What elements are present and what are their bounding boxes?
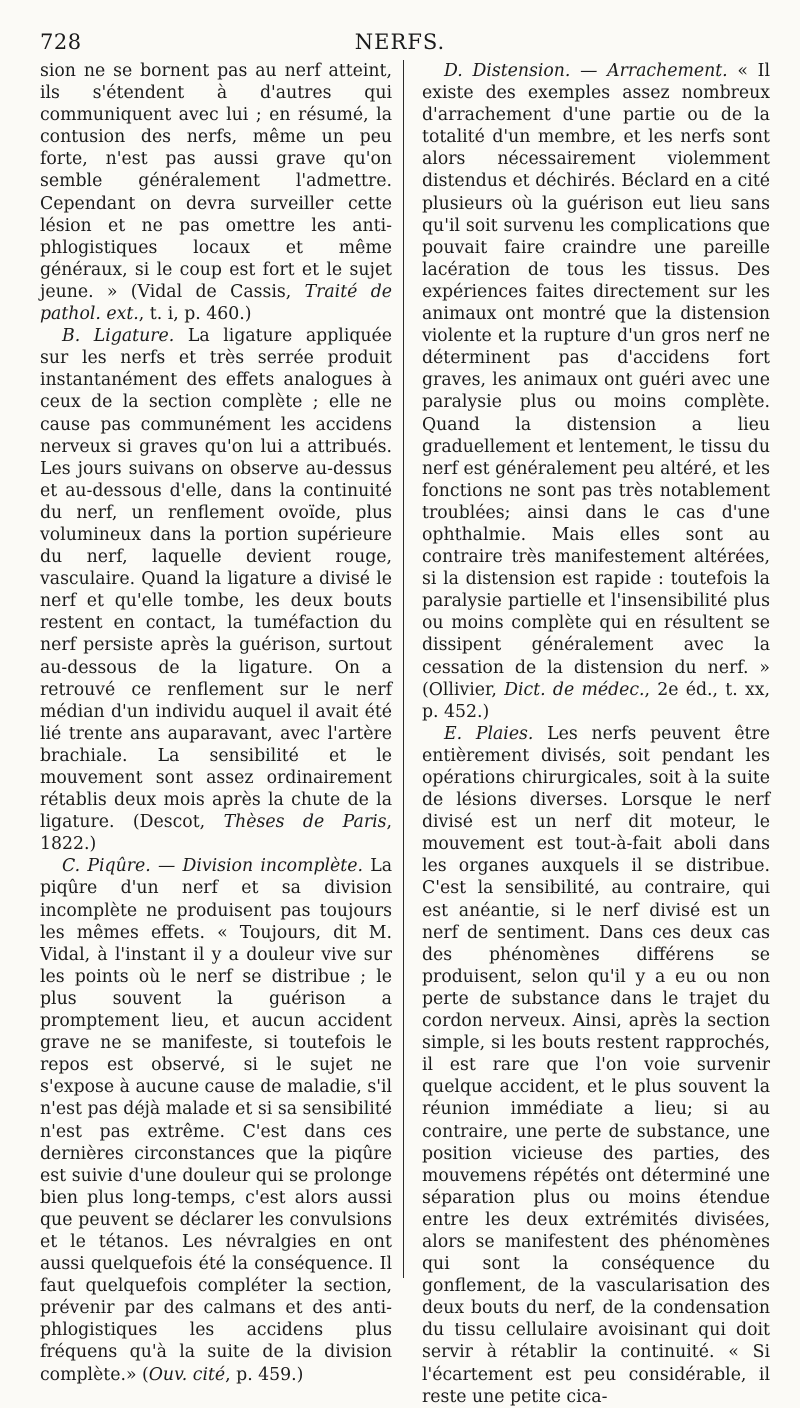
section-heading-piqure: C. Piqûre. — Division incomplète. bbox=[62, 856, 363, 877]
page-number: 728 bbox=[40, 30, 82, 54]
left-column bbox=[40, 60, 392, 1386]
section-heading-distension: D. Distension. — Arrachement. bbox=[444, 61, 728, 81]
citation-title: Thèses de Paris bbox=[223, 812, 387, 833]
running-title: NERFS. bbox=[354, 30, 446, 54]
citation-title: Dict. de médec. bbox=[504, 679, 645, 700]
paragraph-contusion-end: sion ne se bornent pas au nerf atteint, ils s'étendent à d'autres qui communiquent avec lui ; en résumé, la contusion des nerfs, même un peu forte, n'est pas aussi grave qu'on semble généralement l'admettre. Cependant on devra surveiller cette lésion et ne pas omettre les anti-phlogistiques locaux et même généraux, si le coup est fort et le sujet jeune. » (Vidal de Cassis, Traité de pathol. ext., t. i, p. 460.) bbox=[40, 61, 393, 325]
right-column bbox=[422, 60, 770, 1408]
paragraph-piqure: C. Piqûre. — Division incomplète. La piqûre d'un nerf et sa division incomplète ne produisent pas toujours les mêmes effets. « Toujours, dit M. Vidal, à l'instant il y a douleur vive sur les points où le nerf se distribue ; le plus souvent la guérison a promptement lieu, et aucun accident grave ne se manifeste, si toutefois le repos est observé, si le sujet ne s'expose à aucune cause de maladie, s'il n'est pas déjà malade et si sa sensibilité n'est pas extrême. C'est dans ces dernières circonstances que la piqûre est suivie d'une douleur qui se prolonge bien plus long-temps, c'est alors aussi que peuvent se déclarer les convulsions et le tétanos. Les névralgies en ont aussi quelquefois été la conséquence. Il faut quelquefois compléter la section, prévenir par des calmans et des anti-phlogistiques les accidens plus fréquens qu'à la suite de la division complète.» (Ouv. cité, p. 459.) bbox=[40, 856, 393, 1385]
paragraph-ligature: B. Ligature. La ligature appliquée sur les nerfs et très serrée produit instantanément des effets analogues à ceux de la section complète ; elle ne cause pas communément les accidens nerveux si graves qu'on lui a attribués. Les jours suivans on observe au-dessus et au-dessous d'elle, dans la continuité du nerf, un renflement ovoïde, plus volumineux dans la portion supérieure du nerf, laquelle devient rouge, vasculaire. Quand la ligature a divisé le nerf et qu'elle tombe, les deux bouts restent en contact, la tuméfaction du nerf persiste après la guérison, surtout au-dessous de la ligature. On a retrouvé ce renflement sur le nerf médian d'un individu auquel il avait été lié trente ans auparavant, avec l'artère brachiale. La sensibilité et le mouvement sont assez ordinairement rétablis deux mois après la chute de la ligature. (Descot, Thèses de Paris, 1822.) bbox=[40, 326, 392, 855]
paragraph-plaies: E. Plaies. Les nerfs peuvent être entièrement divisés, soit pendant les opérations chirurgicales, soit à la suite de lésions diverses. Lorsque le nerf divisé est un nerf dit moteur, le mouvement est tout-à-fait aboli dans les organes auxquels il se distribue. C'est la sensibilité, au contraire, qui est anéantie, si le nerf divisé est un nerf de sentiment. Dans ces deux cas des phénomènes différens se produisent, selon qu'il y a eu ou non perte de substance dans le trajet du cordon nerveux. Ainsi, après la section simple, si les bouts restent rapprochés, il est rare que l'on voie survenir quelque accident, et le plus souvent la réunion immédiate a lieu; si au contraire, une perte de substance, une position vicieuse des parties, des mouvemens répétés ont déterminé une séparation plus ou moins étendue entre les deux extrémités divisées, alors se manifestent des phénomènes qui sont la conséquence du gonflement, de la vascularisation des deux bouts du nerf, de la condensation du tissu cellulaire avoisinant qui doit servir à rétablir la continuité. « Si l'écartement est peu considérable, il reste une petite cica- bbox=[422, 723, 770, 1407]
citation-title: Ouv. cité bbox=[148, 1364, 226, 1385]
page-header bbox=[40, 30, 760, 60]
section-heading-ligature: B. Ligature. bbox=[62, 326, 175, 347]
paragraph-distension: D. Distension. — Arrachement. « Il existe des exemples assez nombreux d'arrachement d'une partie ou de la totalité d'un membre, et les nerfs sont alors nécessairement violemment distendus et déchirés. Béclard en a cité plusieurs où la guérison eut lieu sans qu'il soit survenu les complications que pouvait faire craindre une pareille lacération de tous les tissus. Des expériences faites directement sur les animaux ont montré que la distension violente et la rupture d'un gros nerf ne déterminent pas d'accidens fort graves, les animaux ont guéri avec une paralysie plus ou moins complète. Quand la distension a lieu graduellement et lentement, le tissu du nerf est généralement peu altéré, et les fonctions ne sont pas très notablement troublées; ainsi dans le cas d'une ophthalmie. Mais elles sont au contraire très manifestement altérées, si la distension est rapide : toutefois la paralysie partielle et l'insensibilité plus ou moins complète qui en résultent se dissipent généralement avec la cessation de la distension du nerf. » (Ollivier, Dict. de médec., 2e éd., t. xx, p. 452.) bbox=[422, 61, 770, 722]
section-heading-plaies: E. Plaies. bbox=[444, 723, 534, 744]
citation-title: Traité de pathol. ext. bbox=[40, 281, 393, 325]
column-divider bbox=[403, 60, 404, 1278]
